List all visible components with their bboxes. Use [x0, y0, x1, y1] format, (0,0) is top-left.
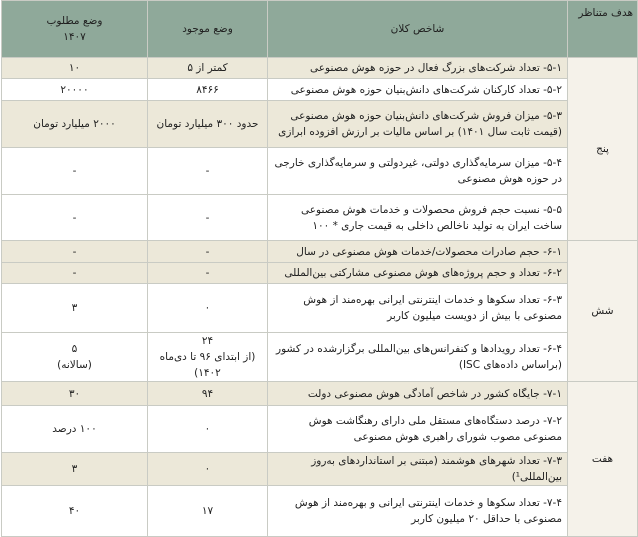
indicator-cell: ۷-۱- جایگاه کشور در شاخص آمادگی هوش مصنوعی دولت	[268, 382, 568, 406]
table-row	[2, 263, 638, 284]
table-row	[2, 453, 638, 486]
indicator-cell: ۵-۱- تعداد شرکت‌های بزرگ فعال در حوزه هوش مصنوعی	[268, 58, 568, 79]
indicator-cell: ۵-۲- تعداد کارکنان شرکت‌های دانش‌بنیان حوزه هوش مصنوعی	[268, 79, 568, 101]
target-cell: ۱۰	[2, 58, 148, 79]
table-row	[2, 382, 638, 406]
target-cell: -	[2, 195, 148, 241]
current-cell: کمتر از ۵	[148, 58, 268, 79]
indicator-cell: ۶-۲- تعداد و حجم پروژه‌های هوش مصنوعی مشارکتی بین‌المللی	[268, 263, 568, 284]
header-target-year: ۱۴۰۷	[63, 31, 86, 43]
goal-cell-six: شش	[568, 241, 638, 382]
target-cell: ۳	[2, 453, 148, 486]
target-cell: ۲۰۰۰۰	[2, 79, 148, 101]
header-target	[2, 1, 148, 58]
current-cell: -	[148, 241, 268, 263]
indicator-cell: ۷-۳- تعداد شهرهای هوشمند (مبتنی بر استانداردهای به‌روز بین‌المللی¹)	[268, 453, 568, 486]
current-value: ۲۴	[201, 335, 214, 347]
table-row	[2, 406, 638, 453]
current-cell: ۰	[148, 284, 268, 333]
current-cell: ۰	[148, 406, 268, 453]
table-row	[2, 284, 638, 333]
target-cell: -	[2, 148, 148, 195]
target-cell	[2, 333, 148, 382]
target-value: ۵	[71, 343, 78, 355]
indicator-cell: ۶-۱- حجم صادرات محصولات/خدمات هوش مصنوعی در سال	[268, 241, 568, 263]
current-cell: ۹۴	[148, 382, 268, 406]
table-row	[2, 195, 638, 241]
target-cell: ۱۰۰ درصد	[2, 406, 148, 453]
header-target-label: وضع مطلوب	[46, 15, 103, 27]
header-goal: هدف متناظر	[568, 1, 638, 58]
current-cell: ۰	[148, 453, 268, 486]
table-row	[2, 333, 638, 382]
goal-cell-five: پنج	[568, 58, 638, 241]
target-note: (سالانه)	[57, 359, 92, 371]
current-cell: حدود ۳۰۰ میلیارد تومان	[148, 101, 268, 148]
table-row	[2, 241, 638, 263]
indicator-cell: ۷-۲- درصد دستگاه‌های مستقل ملی دارای رهنگاشت هوش مصنوعی مصوب شورای راهبری هوش مصنوعی	[268, 406, 568, 453]
current-note: (از ابتدای ۹۶ تا دی‌ماه ۱۴۰۲)	[159, 351, 256, 379]
indicator-cell: ۶-۴- تعداد رویدادها و کنفرانس‌های بین‌المللی برگزارشده در کشور (براساس داده‌های ISC)	[268, 333, 568, 382]
header-current: وضع موجود	[148, 1, 268, 58]
indicator-cell: ۵-۴- میزان سرمایه‌گذاری دولتی، غیردولتی و سرمایه‌گذاری خارجی در حوزه هوش مصنوعی	[268, 148, 568, 195]
goal-cell-seven: هفت	[568, 382, 638, 537]
target-cell: -	[2, 241, 148, 263]
current-cell: -	[148, 263, 268, 284]
current-cell: ۱۷	[148, 486, 268, 537]
header-indicator: شاخص کلان	[268, 1, 568, 58]
current-cell: -	[148, 195, 268, 241]
table-header-row	[2, 1, 638, 58]
table-row	[2, 101, 638, 148]
indicator-cell: ۷-۴- تعداد سکوها و خدمات اینترنتی ایرانی و بهره‌مند از هوش مصنوعی با حداقل ۲۰ میلیون کاربر	[268, 486, 568, 537]
current-cell: -	[148, 148, 268, 195]
target-cell: ۳۰	[2, 382, 148, 406]
ai-indicators-table	[1, 0, 638, 537]
target-cell: ۴۰	[2, 486, 148, 537]
target-cell: ۲۰۰۰ میلیارد تومان	[2, 101, 148, 148]
table-row	[2, 79, 638, 101]
target-cell: ۳	[2, 284, 148, 333]
table-row	[2, 486, 638, 537]
target-cell: -	[2, 263, 148, 284]
current-cell	[148, 333, 268, 382]
table-row	[2, 58, 638, 79]
indicator-cell: ۶-۳- تعداد سکوها و خدمات اینترنتی ایرانی بهره‌مند از هوش مصنوعی با بیش از دویست میلیون کاربر	[268, 284, 568, 333]
table-row	[2, 148, 638, 195]
indicator-cell: ۵-۳- میزان فروش شرکت‌های دانش‌بنیان حوزه هوش مصنوعی (قیمت ثابت سال ۱۴۰۱) بر اساس مالیات بر ارزش افزوده ابرازی	[268, 101, 568, 148]
indicator-cell: ۵-۵- نسبت حجم فروش محصولات و خدمات هوش مصنوعی ساخت ایران به تولید ناخالص داخلی به قیمت جاری * ۱۰۰	[268, 195, 568, 241]
current-cell: ۸۴۶۶	[148, 79, 268, 101]
